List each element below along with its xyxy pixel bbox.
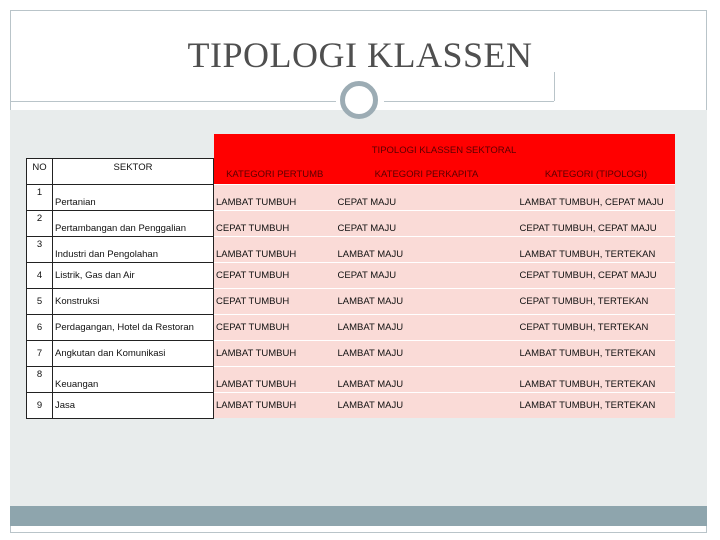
cell-sektor: Listrik, Gas dan Air [53, 262, 214, 288]
cell-kategori-pertumb: LAMBAT TUMBUH [214, 366, 336, 392]
footer-band [10, 506, 707, 526]
cell-no: 1 [27, 184, 53, 210]
cell-kategori-perkapita: LAMBAT MAJU [336, 314, 518, 340]
title-divider-left [10, 101, 336, 102]
table-row [27, 314, 675, 340]
cell-no: 2 [27, 210, 53, 236]
table-group-header-row [27, 134, 675, 158]
header-sektor: SEKTOR [53, 158, 214, 184]
cell-kategori-perkapita: LAMBAT MAJU [336, 340, 518, 366]
cell-kategori-perkapita: LAMBAT MAJU [336, 392, 518, 418]
cell-no: 4 [27, 262, 53, 288]
cell-kategori-perkapita: LAMBAT MAJU [336, 366, 518, 392]
cell-no: 9 [27, 392, 53, 418]
table-row [27, 288, 675, 314]
cell-kategori-pertumb: LAMBAT TUMBUH [214, 392, 336, 418]
cell-no: 8 [27, 366, 53, 392]
title-divider-right [384, 101, 554, 102]
header-no: NO [27, 158, 53, 184]
cell-kategori-perkapita: CEPAT MAJU [336, 184, 518, 210]
cell-sektor: Angkutan dan Komunikasi [53, 340, 214, 366]
slide-title: TIPOLOGI KLASSEN [187, 35, 533, 75]
cell-sektor: Industri dan Pengolahan [53, 236, 214, 262]
cell-kategori-perkapita: LAMBAT MAJU [336, 236, 518, 262]
cell-kategori-pertumb: CEPAT TUMBUH [214, 314, 336, 340]
cell-no: 7 [27, 340, 53, 366]
cell-kategori-tipologi: LAMBAT TUMBUH, TERTEKAN [518, 366, 675, 392]
table-row [27, 340, 675, 366]
table-row [27, 184, 675, 210]
cell-kategori-pertumb: CEPAT TUMBUH [214, 210, 336, 236]
cell-kategori-perkapita: CEPAT MAJU [336, 210, 518, 236]
table-row [27, 236, 675, 262]
cell-kategori-tipologi: CEPAT TUMBUH, TERTEKAN [518, 314, 675, 340]
cell-kategori-perkapita: LAMBAT MAJU [336, 288, 518, 314]
cell-no: 3 [27, 236, 53, 262]
cell-sektor: Konstruksi [53, 288, 214, 314]
cell-kategori-perkapita: CEPAT MAJU [336, 262, 518, 288]
group-header: TIPOLOGI KLASSEN SEKTORAL [214, 134, 675, 158]
cell-kategori-tipologi: LAMBAT TUMBUH, TERTEKAN [518, 392, 675, 418]
cell-sektor: Keuangan [53, 366, 214, 392]
cell-kategori-tipologi: LAMBAT TUMBUH, TERTEKAN [518, 340, 675, 366]
header-kategori-tipologi: KATEGORI (TIPOLOGI) [518, 158, 675, 184]
cell-sektor: Pertambangan dan Penggalian [53, 210, 214, 236]
circle-ornament-icon [340, 81, 378, 119]
table-header-row [27, 158, 675, 184]
cell-kategori-tipologi: CEPAT TUMBUH, CEPAT MAJU [518, 262, 675, 288]
table-row [27, 210, 675, 236]
cell-kategori-pertumb: LAMBAT TUMBUH [214, 236, 336, 262]
table-row [27, 392, 675, 418]
table-row [27, 366, 675, 392]
cell-kategori-tipologi: CEPAT TUMBUH, CEPAT MAJU [518, 210, 675, 236]
cell-sektor: Jasa [53, 392, 214, 418]
cell-kategori-tipologi: LAMBAT TUMBUH, CEPAT MAJU [518, 184, 675, 210]
tipologi-table [26, 134, 675, 419]
header-kategori-perkapita: KATEGORI PERKAPITA [336, 158, 518, 184]
cell-sektor: Pertanian [53, 184, 214, 210]
cell-no: 6 [27, 314, 53, 340]
cell-kategori-pertumb: LAMBAT TUMBUH [214, 340, 336, 366]
cell-kategori-pertumb: LAMBAT TUMBUH [214, 184, 336, 210]
cell-kategori-pertumb: CEPAT TUMBUH [214, 262, 336, 288]
cell-kategori-pertumb: CEPAT TUMBUH [214, 288, 336, 314]
header-kategori-pertumb: KATEGORI PERTUMB [214, 158, 336, 184]
table-row [27, 262, 675, 288]
title-divider-right-tick [554, 72, 555, 101]
cell-kategori-tipologi: LAMBAT TUMBUH, TERTEKAN [518, 236, 675, 262]
cell-no: 5 [27, 288, 53, 314]
cell-sektor: Perdagangan, Hotel da Restoran [53, 314, 214, 340]
cell-kategori-tipologi: CEPAT TUMBUH, TERTEKAN [518, 288, 675, 314]
